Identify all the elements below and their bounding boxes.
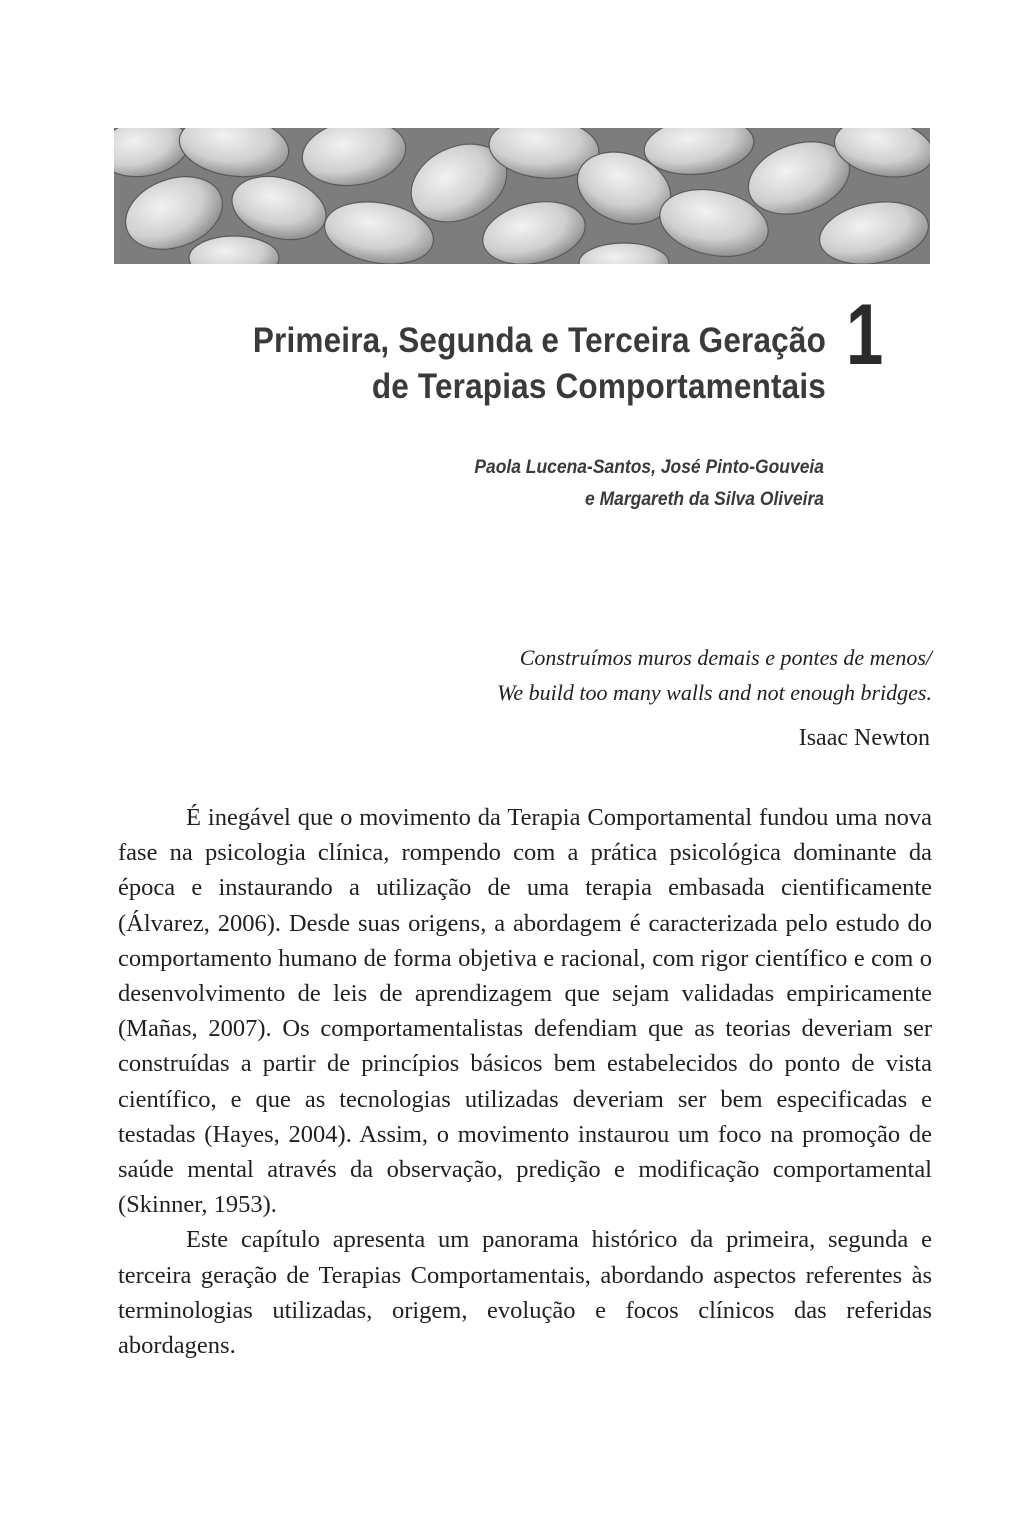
- epigraph-line-1: Construímos muros demais e pontes de menos/: [519, 645, 932, 670]
- authors-line-1: Paola Lucena-Santos, José Pinto-Gouveia: [474, 457, 824, 478]
- chapter-title-line-1: Primeira, Segunda e Terceira Geração: [252, 321, 827, 360]
- chapter-authors: [272, 452, 824, 516]
- chapter-number: 1: [846, 287, 884, 383]
- chapter-title-line-2: de Terapias Comportamentais: [371, 367, 826, 406]
- pebbles-banner-image: [114, 128, 930, 264]
- epigraph-line-2: We build too many walls and not enough bridges.: [497, 680, 932, 705]
- epigraph: [332, 640, 932, 710]
- authors-line-2: e Margareth da Silva Oliveira: [584, 489, 824, 510]
- body-paragraph-2: Este capítulo apresenta um panorama histórico da primeira, segunda e terceira geração de Terapias Comportamentais, abordando aspectos referentes às terminologias utilizadas, origem, evolução e focos clínicos das referidas abordagens.: [118, 1226, 932, 1360]
- body-paragraph-1: É inegável que o movimento da Terapia Comportamental fundou uma nova fase na psicologia clínica, rompendo com a prática psicológica dominante da época e instaurando a utilização de uma terapia embasada cientificamente (Álvarez, 2006). Desde suas origens, a abordagem é caracterizada pelo estudo do comportamento humano de forma objetiva e racional, com rigor científico e com o desenvolvimento de leis de aprendizagem que sejam validadas empiricamente (Mañas, 2007). Os comportamentalistas defendiam que as teorias deveriam ser construídas a partir de princípios básicos bem estabelecidos do ponto de vista científico, e que as tecnologias utilizadas deveriam ser bem especificadas e testadas (Hayes, 2004). Assim, o movimento instaurou um foco na promoção de saúde mental através da observação, predição e modificação comportamental (Skinner, 1953).: [118, 804, 932, 1219]
- chapter-body: [118, 800, 932, 1363]
- chapter-title: [178, 318, 826, 410]
- epigraph-author: Isaac Newton: [798, 725, 930, 751]
